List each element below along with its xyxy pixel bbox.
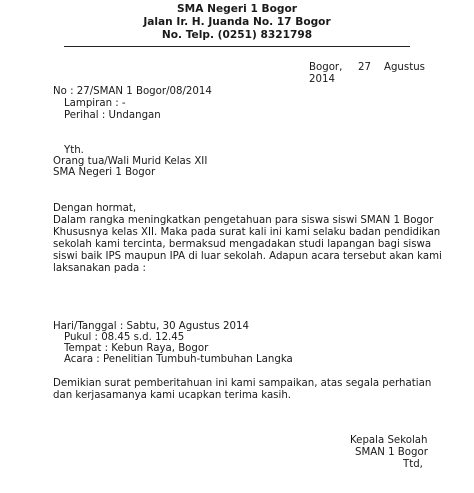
recipient-line-1: Orang tua/Wali Murid Kelas XII — [53, 156, 208, 167]
event-time: Pukul : 08.45 s.d. 12.45 — [64, 332, 185, 343]
date-year: 2014 — [309, 74, 335, 85]
body-paragraph — [53, 215, 442, 275]
signature-signed: Ttd, — [403, 459, 423, 470]
date-city: Bogor, — [309, 62, 343, 73]
date-day: 27 — [358, 62, 371, 73]
recipient-salutation: Yth. — [64, 145, 84, 156]
letter-attachment: Lampiran : - — [64, 98, 126, 109]
letterhead-address: Jalan Ir. H. Juanda No. 17 Bogor — [143, 16, 331, 28]
letter-subject: Perihal : Undangan — [64, 110, 161, 121]
letterhead-phone: No. Telp. (0251) 8321798 — [161, 29, 313, 41]
signature-institution: SMAN 1 Bogor — [355, 447, 428, 458]
body-line: siswi baik IPS maupun IPA di luar sekolah. Adapun acara tersebut akan kami — [53, 251, 442, 262]
body-line: laksanakan pada : — [53, 263, 146, 274]
closing-paragraph — [53, 378, 433, 402]
event-place: Tempat : Kebun Raya, Bogor — [64, 343, 209, 354]
closing-line: Demikian surat pemberitahuan ini kami sampaikan, atas segala perhatian — [53, 378, 432, 389]
recipient-line-2: SMA Negeri 1 Bogor — [53, 167, 156, 178]
closing-line: dan kerjasamanya kami ucapkan terima kasih. — [53, 390, 292, 401]
body-line: Khususnya kelas XII. Maka pada surat kali ini kami selaku badan pendidikan — [53, 227, 441, 238]
body-line: sekolah kami tercinta, bermaksud mengadakan studi lapangan bagi siswa — [53, 239, 432, 250]
letterhead-school-name: SMA Negeri 1 Bogor — [177, 3, 297, 15]
signature-title: Kepala Sekolah — [350, 435, 428, 446]
letter-number: No : 27/SMAN 1 Bogor/08/2014 — [53, 86, 212, 97]
event-agenda: Acara : Penelitian Tumbuh-tumbuhan Langka — [64, 354, 293, 365]
date-month: Agustus — [384, 62, 425, 73]
opening-greeting: Dengan hormat, — [53, 203, 137, 214]
letterhead-divider — [64, 46, 410, 47]
event-day-date: Hari/Tanggal : Sabtu, 30 Agustus 2014 — [53, 321, 249, 332]
body-line: Dalam rangka meningkatkan pengetahuan para siswa siswi SMAN 1 Bogor — [53, 215, 434, 226]
